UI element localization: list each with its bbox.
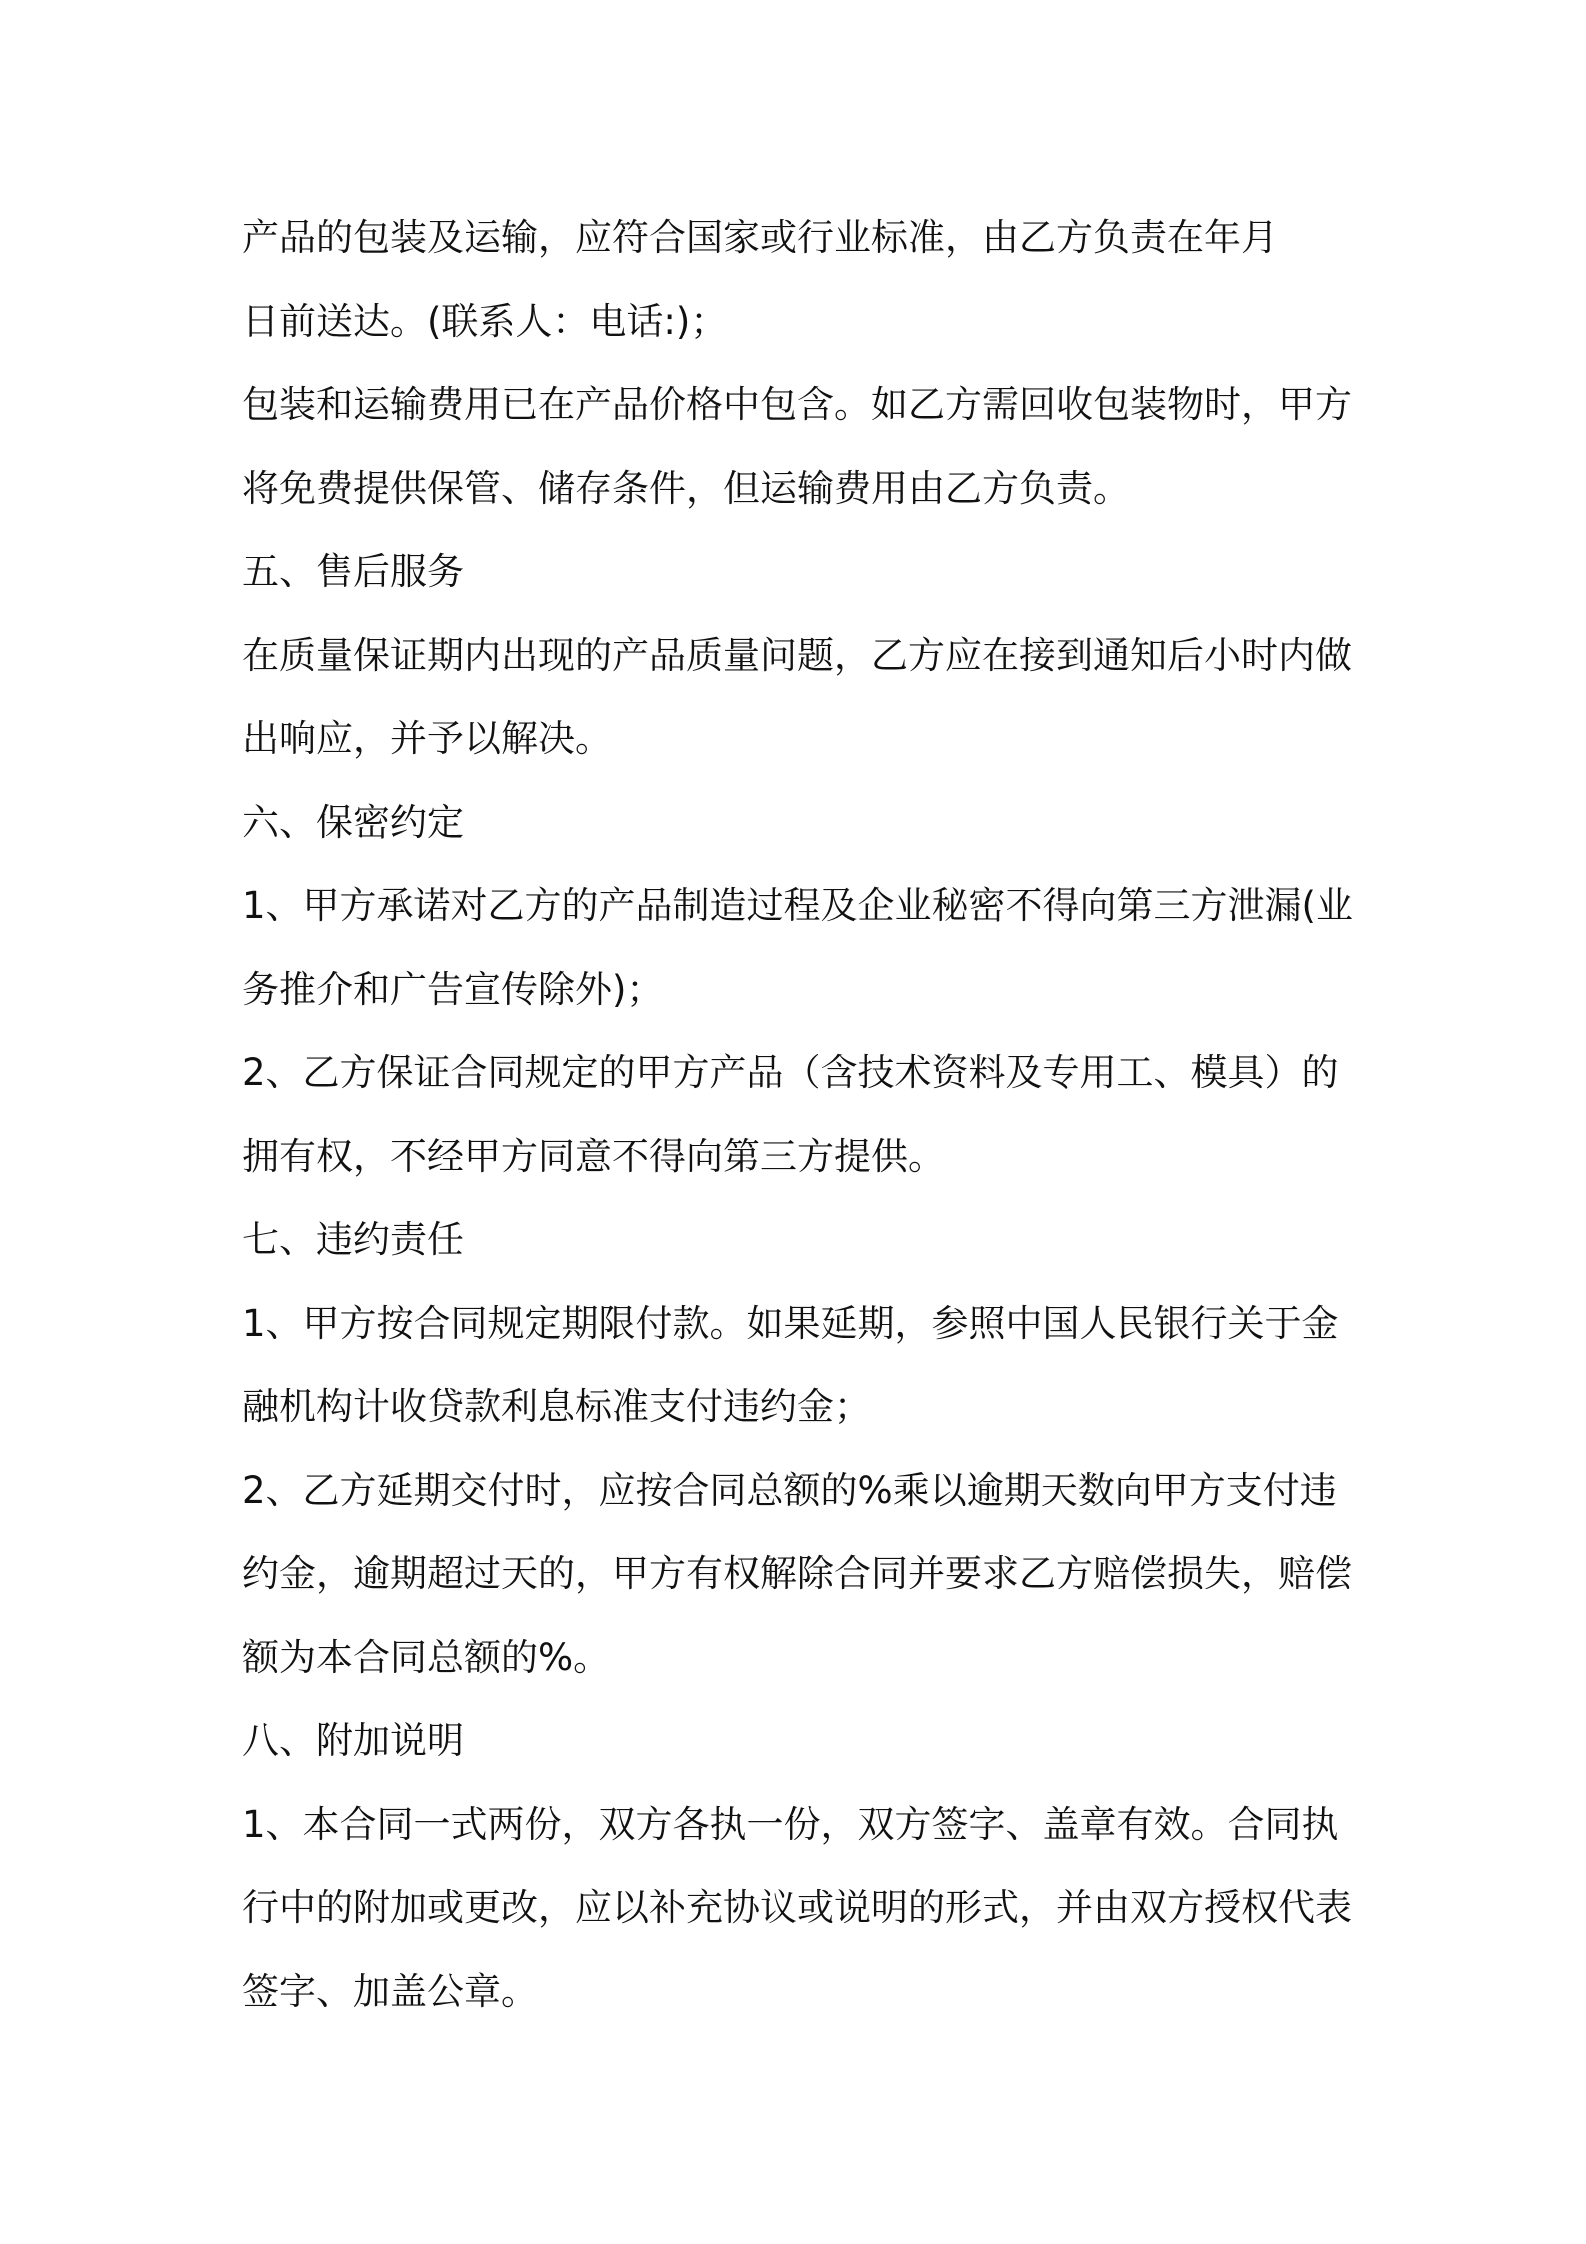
document-body	[242, 196, 1362, 2033]
clause-line: 2、乙方延期交付时，应按合同总额的%乘以逾期天数向甲方支付违	[242, 1468, 1337, 1512]
clause-line: 2、乙方保证合同规定的甲方产品（含技术资料及专用工、模具）的	[242, 1051, 1339, 1094]
clause-line: 1、甲方按合同规定期限付款。如果延期，参照中国人民银行关于金	[242, 1301, 1339, 1345]
section-heading: 八、附加说明	[242, 1719, 464, 1762]
clause-line: 务推介和广告宣传除外)；	[242, 967, 664, 1011]
paragraph-line: 将免费提供保管、储存条件，但运输费用由乙方负责。	[242, 466, 1130, 510]
paragraph-line: 日前送达。(联系人：电话:)；	[242, 299, 728, 343]
section-heading: 六、保密约定	[242, 800, 464, 844]
section-heading: 五、售后服务	[242, 550, 464, 593]
paragraph-line: 出响应，并予以解决。	[242, 717, 612, 760]
clause-line: 签字、加盖公章。	[242, 1969, 538, 2013]
clause-line: 融机构计收贷款利息标准支付违约金；	[242, 1385, 871, 1428]
paragraph-line: 产品的包装及运输，应符合国家或行业标准，由乙方负责在年月	[242, 216, 1278, 259]
clause-line: 额为本合同总额的%。	[242, 1635, 611, 1679]
section-heading: 七、违约责任	[242, 1218, 464, 1261]
clause-line: 行中的附加或更改，应以补充协议或说明的形式，并由双方授权代表	[242, 1886, 1352, 1929]
clause-line: 拥有权，不经甲方同意不得向第三方提供。	[242, 1134, 945, 1178]
clause-line: 1、甲方承诺对乙方的产品制造过程及企业秘密不得向第三方泄漏(业	[242, 884, 1353, 927]
paragraph-line: 在质量保证期内出现的产品质量问题，乙方应在接到通知后小时内做	[242, 633, 1352, 677]
paragraph-line: 包装和运输费用已在产品价格中包含。如乙方需回收包装物时，甲方	[242, 383, 1352, 426]
clause-line: 约金，逾期超过天的，甲方有权解除合同并要求乙方赔偿损失，赔偿	[242, 1552, 1352, 1595]
clause-line: 1、本合同一式两份，双方各执一份，双方签字、盖章有效。合同执	[242, 1802, 1339, 1846]
